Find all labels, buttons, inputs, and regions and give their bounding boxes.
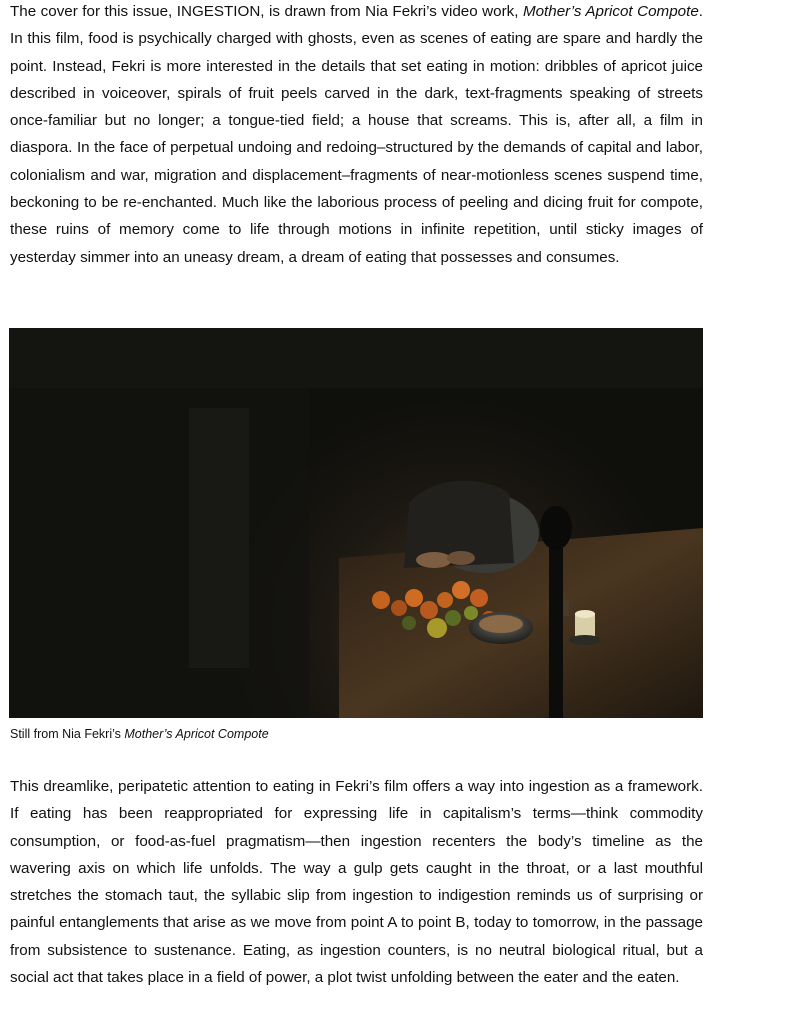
- caption-film-title: Mother’s Apricot Compote: [124, 727, 269, 741]
- caption-prefix: Still from Nia Fekri’s: [10, 727, 125, 741]
- intro-paragraph: [10, 0, 703, 271]
- film-still-illustration: [9, 328, 703, 718]
- figure-caption: [10, 727, 269, 741]
- film-still-image: [9, 328, 703, 718]
- film-title: Mother’s Apricot Compote: [522, 3, 699, 20]
- intro-text-rest: . In this film, food is psychically charged with ghosts, even as scenes of eating are spare and hardly the point. Instead, Fekri is more interested in the details that set eating in motion: dribbles of apricot juice described in voiceover, spirals of fruit peels carved in the dark, text-fragments speaking of streets once-familiar but no longer; a tongue-tied field; a house that screams. This is, after all, a film in diaspora. In the face of perpetual undoing and redoing–structured by the demands of capital and labor, colonialism and war, migration and displacement–fragments of near-motionless scenes suspend time, beckoning to be re-enchanted. Much like the laborious process of peeling and dicing fruit for compote, these ruins of memory come to life through motions in infinite repetition, until sticky images of yesterday simmer into an uneasy dream, a dream of eating that possesses and consumes.: [10, 3, 703, 266]
- body-paragraph: This dreamlike, peripatetic attention to eating in Fekri’s film offers a way into ingestion as a framework. If eating has been reappropriated for expressing life in capitalism’s terms—think commodity consumption, or food-as-fuel pragmatism—then ingestion recenters the body’s timeline as the wavering axis on which life unfolds. The way a gulp gets caught in the throat, or a last mouthful stretches the stomach taut, the syllabic slip from ingestion to indigestion reminds us of surprising or painful entanglements that arise as we move from point A to point B, today to tomorrow, in the passage from subsistence to sustenance. Eating, as ingestion counters, is no neutral biological ritual, but a social act that takes place in a field of power, a plot twist unfolding between the eater and the eaten.: [10, 778, 703, 987]
- intro-text-start: The cover for this issue, INGESTION, is drawn from Nia Fekri’s video work,: [10, 3, 523, 20]
